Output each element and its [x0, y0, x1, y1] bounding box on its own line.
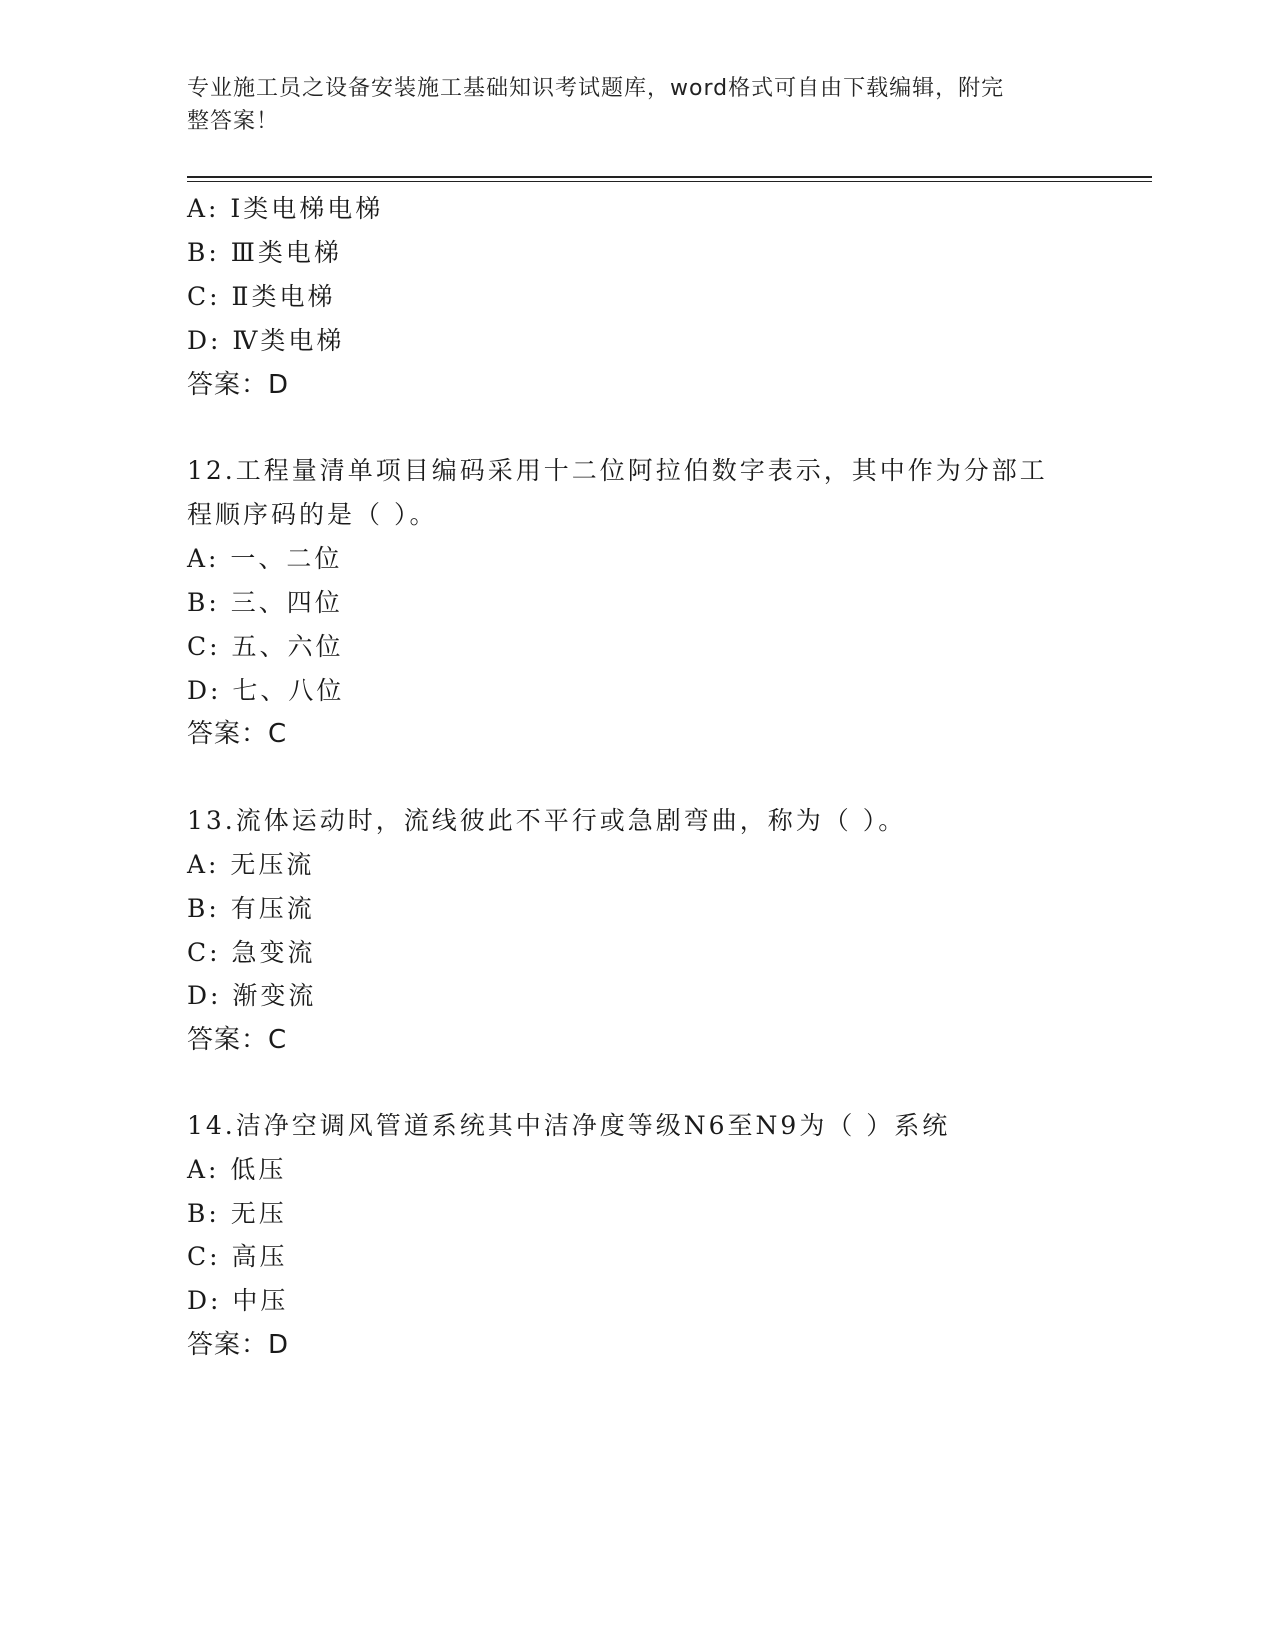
- q13-option-a: A: 无压流: [187, 850, 315, 879]
- header-line-1: 专业施工员之设备安装施工基础知识考试题库，word格式可自由下载编辑，附完: [187, 76, 1005, 101]
- header-divider-thick: [187, 176, 1152, 178]
- q14-answer: 答案：D: [187, 1330, 290, 1360]
- header-divider-thin: [187, 181, 1152, 182]
- q14-stem-line-1: 14.洁净空调风管道系统其中洁净度等级N6至N9为（ ）系统: [187, 1111, 951, 1140]
- q14-option-c: C: 高压: [187, 1242, 288, 1271]
- q14-option-d: D: 中压: [187, 1286, 289, 1315]
- q12-option-d: D: 七、八位: [187, 676, 345, 705]
- q11-option-d: D: Ⅳ类电梯: [187, 326, 345, 355]
- q11-answer: 答案：D: [187, 370, 290, 400]
- q11-option-a: A: Ⅰ类电梯电梯: [187, 194, 384, 223]
- q12-option-a: A: 一、二位: [187, 544, 343, 573]
- q12-stem-line-1: 12.工程量清单项目编码采用十二位阿拉伯数字表示，其中作为分部工: [187, 456, 1048, 485]
- q14-option-b: B: 无压: [187, 1199, 287, 1228]
- q13-option-b: B: 有压流: [187, 894, 315, 923]
- q12-stem-line-2: 程顺序码的是（ ）。: [187, 500, 438, 529]
- document-header: [187, 72, 1067, 138]
- q11-option-c: C: Ⅱ类电梯: [187, 282, 336, 311]
- q13-answer: 答案：C: [187, 1025, 288, 1055]
- q14-option-a: A: 低压: [187, 1155, 287, 1184]
- q12-answer: 答案：C: [187, 719, 288, 749]
- q12-option-c: C: 五、六位: [187, 632, 344, 661]
- q13-option-d: D: 渐变流: [187, 981, 317, 1010]
- header-line-2: 整答案！: [187, 109, 280, 134]
- q12-option-b: B: 三、四位: [187, 588, 343, 617]
- q13-option-c: C: 急变流: [187, 938, 316, 967]
- q13-stem-line-1: 13.流体运动时，流线彼此不平行或急剧弯曲，称为（ ）。: [187, 806, 907, 835]
- q11-option-b: B: Ⅲ类电梯: [187, 238, 342, 267]
